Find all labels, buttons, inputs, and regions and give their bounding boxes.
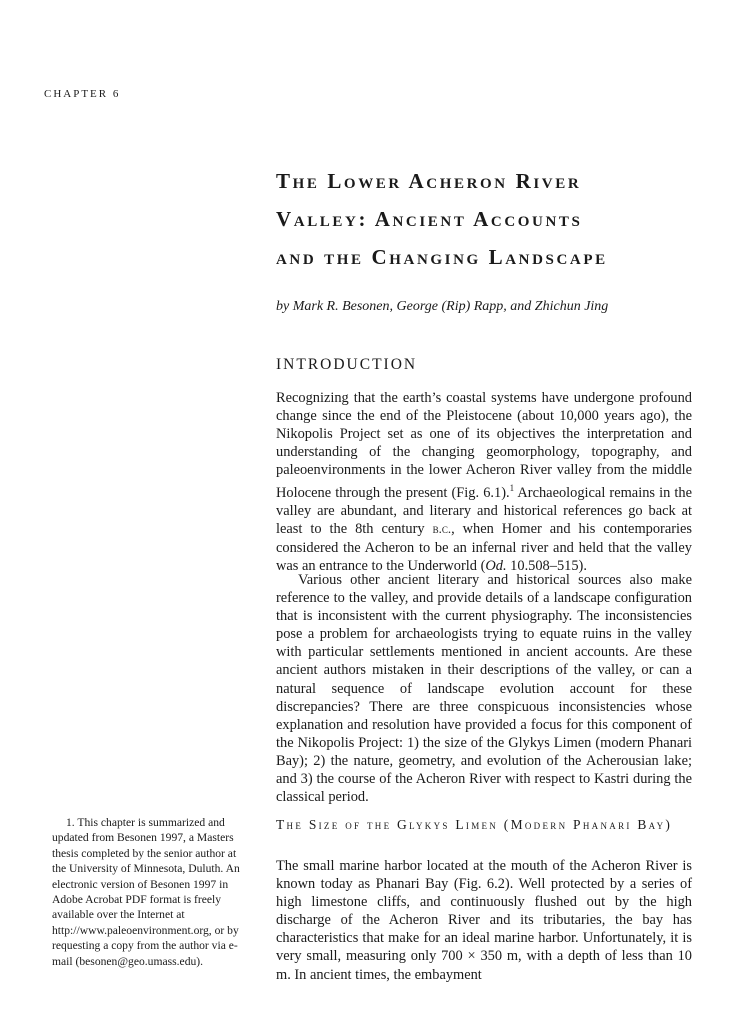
odyssey-citation: Od. xyxy=(485,557,507,574)
chapter-title xyxy=(276,162,716,276)
introduction-paragraph-2: Various other ancient literary and historical sources also make reference to the valley, and provide details of a landscape configuration that is inconsistent with the current physiography. The inconsistencies pose a problem for archaeologists trying to equate ruins in the valley with particular settlements mentioned in ancient accounts. Are these ancient authors mistaken in their descriptions of the valley, or can a natural sequence of landscape evolution account for these discrepancies? There are three conspicuous inconsistencies whose explanation and resolution have provided a focus for this component of the Nikopolis Project: 1) the size of the Glykys Limen (modern Phanari Bay); 2) the nature, geometry, and evolution of the Acherousian lake; and 3) the course of the Acheron River with respect to Kastri during the classical period. xyxy=(276,572,692,806)
title-line-2: Valley: Ancient Accounts xyxy=(276,207,583,231)
footnote: 1. This chapter is summarized and updated from Besonen 1997, a Masters thesis completed by the senior author at the University of Minnesota, Duluth. An electronic version of Besonen 1997 in Adobe Acrobat PDF format is freely available over the Internet at http://www.paleoenvironment.org, or by requesting a copy from the author via e-mail (besonen@geo.umass.edu). xyxy=(52,816,240,968)
title-line-1: The Lower Acheron River xyxy=(276,169,582,193)
section-heading: The Size of the Glykys Limen (Modern Phanari Bay) xyxy=(276,817,673,832)
introduction-paragraph-1 xyxy=(276,389,692,575)
intro-p1-text-d: 10.508–515). xyxy=(506,557,587,574)
bc-abbreviation: b.c. xyxy=(432,521,452,537)
chapter-label: CHAPTER 6 xyxy=(44,88,121,100)
section-paragraph-1: The small marine harbor located at the mouth of the Acheron River is known today as Phanari Bay (Fig. 6.2). Well protected by a series of high limestone cliffs, and continuously flushed out by the high discharge of the Acheron River and its tributaries, the bay has characteristics that make for an ideal marine harbor. Unfortunately, it is very small, measuring only 700 × 350 m, with a depth of less than 10 m. In ancient times, the embayment xyxy=(276,858,692,983)
intro-p1-text-a: Recognizing that the earth’s coastal systems have undergone profound change since the end of the Pleistocene (about 10,000 years ago), the Nikopolis Project set as one of its objectives the interpretation and understanding of the changing geomorphology, topography, and paleoenvironments in the lower Acheron River valley from the middle Holocene through the present (Fig. 6.1). xyxy=(276,390,692,502)
title-line-3: and the Changing Landscape xyxy=(276,245,608,269)
byline: by Mark R. Besonen, George (Rip) Rapp, and Zhichun Jing xyxy=(276,299,609,314)
intro-p1-text-b: Archaeological remains in the valley are abundant, and literary and historical references go back at least to the 8th century xyxy=(276,485,692,538)
footnote-reference: 1 xyxy=(509,483,515,494)
intro-p1-text-c: , when Homer and his contemporaries considered the Acheron to be an infernal river and held that the valley was an entrance to the Underworld ( xyxy=(276,521,692,574)
introduction-heading: INTRODUCTION xyxy=(276,356,418,373)
